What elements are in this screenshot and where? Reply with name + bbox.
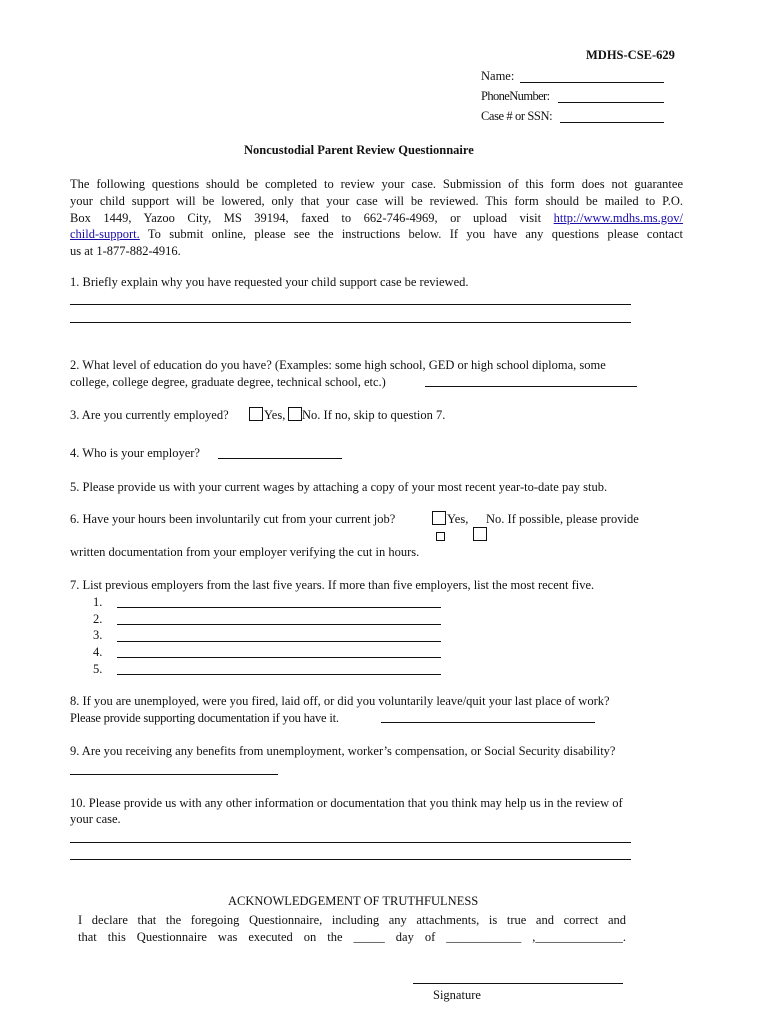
q7-employer-line-4[interactable]	[117, 657, 441, 658]
form-title: Noncustodial Parent Review Questionnaire	[244, 143, 474, 157]
question-1: 1. Briefly explain why you have requested your child support case be reviewed.	[70, 275, 469, 289]
mdhs-link-continued[interactable]: child-support.	[70, 227, 140, 242]
intro-line-5: us at 1-877-882-4916.	[70, 244, 181, 259]
q3-yes-label: Yes,	[264, 408, 286, 422]
q7-item-number-5: 5.	[93, 662, 103, 676]
acknowledgement-heading: ACKNOWLEDGEMENT OF TRUTHFULNESS	[228, 894, 479, 908]
q3-no-checkbox[interactable]	[288, 407, 302, 421]
q7-item-number-4: 4.	[93, 645, 103, 659]
q8-answer-line[interactable]	[381, 722, 595, 723]
phone-field[interactable]	[558, 102, 664, 103]
question-3: 3. Are you currently employed?	[70, 408, 229, 422]
q7-employer-line-2[interactable]	[117, 624, 441, 625]
case-label: Case # or SSN:	[481, 109, 553, 123]
form-id: MDHS-CSE-629	[586, 48, 675, 62]
question-6-line-2: written documentation from your employer verifying the cut in hours.	[70, 545, 420, 559]
name-label: Name:	[481, 69, 515, 83]
q7-employer-line-3[interactable]	[117, 641, 441, 642]
question-10-line-1: 10. Please provide us with any other information or documentation that you think may help us in the review of	[70, 796, 623, 810]
q4-answer-line[interactable]	[218, 458, 342, 459]
q10-answer-line-1[interactable]	[70, 842, 631, 843]
question-4: 4. Who is your employer?	[70, 446, 200, 460]
question-8-line-2: Please provide supporting documentation if you have it.	[70, 711, 339, 725]
question-10-line-2: your case.	[70, 812, 121, 826]
intro-line-4	[70, 226, 683, 243]
case-field[interactable]	[560, 122, 664, 123]
q7-item-number-1: 1.	[93, 595, 103, 609]
intro-paragraph	[70, 176, 683, 260]
q1-answer-line-2[interactable]	[70, 322, 631, 323]
q7-employer-line-1[interactable]	[117, 607, 441, 608]
q6-no-checkbox[interactable]	[473, 527, 487, 541]
mdhs-link[interactable]: http://www.mdhs.ms.gov/	[553, 210, 684, 225]
acknowledgement-line-1: I declare that the foregoing Questionnaire, including any attachments, is true and correct and	[78, 913, 626, 927]
q10-answer-line-2[interactable]	[70, 859, 631, 860]
q2-answer-line[interactable]	[425, 386, 637, 387]
question-5: 5. Please provide us with your current wages by attaching a copy of your most recent year-to-date pay stub.	[70, 480, 608, 494]
intro-line-3-text: Box 1449, Yazoo City, MS 39194, faxed to 662-746-4969, or upload visit	[70, 210, 542, 225]
question-9: 9. Are you receiving any benefits from unemployment, worker’s compensation, or Social Security disability?	[70, 744, 616, 758]
q9-answer-line[interactable]	[70, 774, 278, 775]
intro-line-4-text: To submit online, please see the instructions below. If you have any questions please contact	[139, 227, 683, 242]
acknowledgement-text	[78, 912, 626, 946]
acknowledgement-line-2: that this Questionnaire was executed on the _____ day of ____________ ,______________.	[78, 930, 626, 944]
q6-yes-checkbox-secondary[interactable]	[436, 532, 445, 541]
q7-item-number-2: 2.	[93, 612, 103, 626]
q3-yes-checkbox[interactable]	[249, 407, 263, 421]
q1-answer-line-1[interactable]	[70, 304, 631, 305]
q7-employer-line-5[interactable]	[117, 674, 441, 675]
q6-no-label: No. If possible, please provide	[486, 512, 639, 526]
phone-label: PhoneNumber:	[481, 89, 550, 103]
q7-item-number-3: 3.	[93, 628, 103, 642]
q6-yes-label: Yes,	[447, 512, 469, 526]
intro-line-2: your child support will be lowered, only that your case will be reviewed. This form should be mailed to P.O.	[70, 193, 683, 208]
question-8-line-1: 8. If you are unemployed, were you fired, laid off, or did you voluntarily leave/quit your last place of work?	[70, 694, 610, 708]
question-6: 6. Have your hours been involuntarily cut from your current job?	[70, 512, 396, 526]
q6-yes-checkbox[interactable]	[432, 511, 446, 525]
question-2-line-1: 2. What level of education do you have? (Examples: some high school, GED or high school diploma, some	[70, 358, 606, 372]
name-field[interactable]	[520, 82, 664, 83]
q3-no-label: No. If no, skip to question 7.	[302, 408, 446, 422]
question-7: 7. List previous employers from the last five years. If more than five employers, list the most recent five.	[70, 578, 595, 592]
intro-line-3	[70, 210, 683, 227]
question-2-line-2: college, college degree, graduate degree, technical school, etc.)	[70, 375, 386, 389]
signature-line[interactable]	[413, 983, 623, 984]
intro-line-1: The following questions should be completed to review your case. Submission of this form does not guarantee	[70, 177, 683, 191]
signature-label: Signature	[433, 988, 481, 1002]
